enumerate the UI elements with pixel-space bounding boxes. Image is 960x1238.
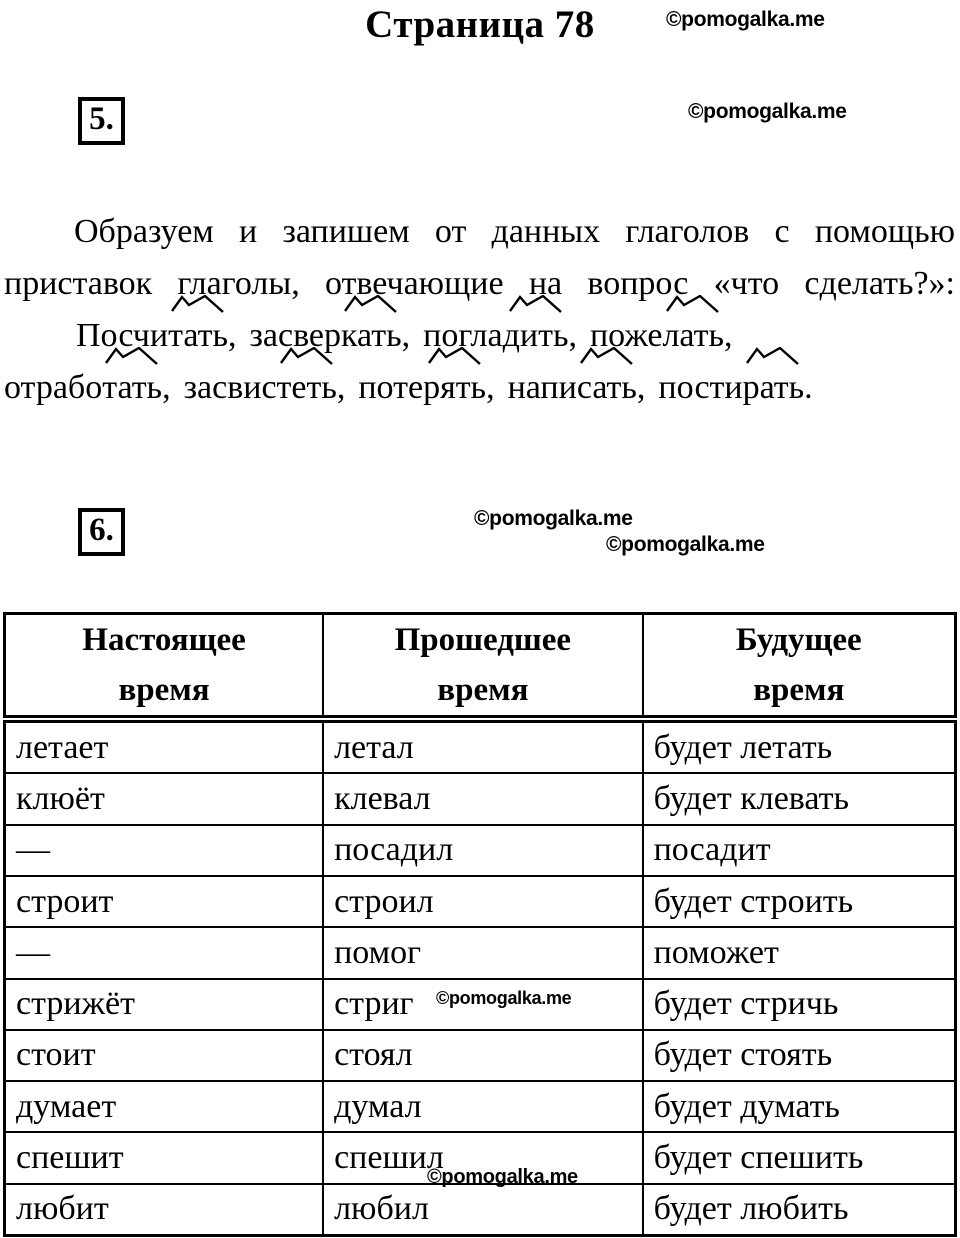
- table-header-row: [5, 614, 956, 720]
- table-cell: посадит: [643, 825, 956, 876]
- table-cell: стоял: [323, 1030, 643, 1081]
- tense-table-body: [5, 719, 956, 1236]
- exercise5-instruction-line: приставок глаголы, отвечающие на вопрос «что сделать?»:: [4, 265, 955, 302]
- word-punctuation: .: [804, 369, 813, 406]
- suffix-mark-icon: [745, 347, 801, 365]
- header-line: время: [118, 672, 210, 708]
- word-stem: пости: [658, 369, 743, 406]
- word-line: [4, 362, 955, 414]
- table-header-cell: [643, 614, 956, 720]
- table-cell: клюёт: [5, 773, 324, 824]
- table-row: [5, 1081, 956, 1132]
- word-punctuation: ,: [724, 317, 733, 354]
- word-stem: поте: [358, 369, 424, 406]
- table-cell: клевал: [323, 773, 643, 824]
- table-cell: строит: [5, 876, 324, 927]
- exercise5-body: [4, 206, 955, 414]
- word-suffix: рять: [423, 362, 486, 414]
- table-cell: будет летать: [643, 719, 956, 773]
- word-suffix: тать: [168, 310, 228, 362]
- header-line: время: [437, 672, 529, 708]
- table-cell: помог: [323, 927, 643, 978]
- table-cell: стриг: [323, 979, 643, 1030]
- word-suffix: сать: [577, 362, 637, 414]
- table-row: [5, 1184, 956, 1236]
- word-stem: напи: [507, 369, 577, 406]
- watermark: ©pomogalka.me: [606, 533, 765, 556]
- marked-word: [358, 362, 494, 414]
- table-cell: любил: [323, 1184, 643, 1236]
- word-punctuation: ,: [162, 369, 171, 406]
- table-row: [5, 876, 956, 927]
- word-stem: засвис: [183, 369, 277, 406]
- word-punctuation: ,: [401, 317, 411, 354]
- suffix-mark-icon: [427, 347, 483, 365]
- suffix-mark-icon: [170, 295, 226, 313]
- table-cell: летает: [5, 719, 324, 773]
- table-cell: строил: [323, 876, 643, 927]
- marked-word: [184, 362, 346, 414]
- table-row: [5, 825, 956, 876]
- table-cell: стоит: [5, 1030, 324, 1081]
- tense-table: [3, 612, 957, 1237]
- word-punctuation: ,: [227, 317, 237, 354]
- table-cell: думает: [5, 1081, 324, 1132]
- header-line: время: [753, 672, 845, 708]
- word-stem: погла: [423, 317, 503, 354]
- word-suffix: лать: [662, 310, 724, 362]
- marked-word: [508, 362, 646, 414]
- table-row: [5, 927, 956, 978]
- word-stem: отрабо: [4, 369, 103, 406]
- word-suffix: дить: [503, 310, 569, 362]
- word-stem: засвер: [249, 317, 342, 354]
- exercise6-number-box: 6.: [78, 508, 125, 556]
- word-stem: поже: [589, 317, 663, 354]
- suffix-mark-icon: [508, 295, 564, 313]
- table-header-cell: [323, 614, 643, 720]
- watermark: ©pomogalka.me: [427, 1166, 578, 1188]
- table-cell: будет стричь: [643, 979, 956, 1030]
- word-suffix: кать: [341, 310, 402, 362]
- table-cell: будет клевать: [643, 773, 956, 824]
- table-cell: поможет: [643, 927, 956, 978]
- suffix-mark-icon: [579, 347, 635, 365]
- table-cell: —: [5, 927, 324, 978]
- word-stem: Посчи: [76, 317, 169, 354]
- table-cell: стрижёт: [5, 979, 324, 1030]
- page-title: Страница 78: [365, 3, 595, 46]
- suffix-mark-icon: [343, 295, 399, 313]
- table-row: [5, 773, 956, 824]
- table-row: [5, 719, 956, 773]
- watermark: ©pomogalka.me: [666, 8, 825, 31]
- table-cell: думал: [323, 1081, 643, 1132]
- table-cell: —: [5, 825, 324, 876]
- exercise5-number-box: 5.: [78, 97, 125, 145]
- watermark: ©pomogalka.me: [688, 100, 847, 123]
- suffix-mark-icon: [104, 347, 160, 365]
- tense-table-header: [5, 614, 956, 720]
- marked-word: [658, 362, 812, 414]
- table-cell: летал: [323, 719, 643, 773]
- watermark: ©pomogalka.me: [436, 988, 572, 1008]
- table-cell: посадил: [323, 825, 643, 876]
- suffix-mark-icon: [665, 295, 721, 313]
- table-cell: будет стоять: [643, 1030, 956, 1081]
- table-cell: спешит: [5, 1132, 324, 1183]
- header-line: Прошедшее: [394, 622, 572, 658]
- exercise5-instruction-line: Образуем и запишем от данных глаголов с помощью: [74, 213, 955, 250]
- table-cell: будет строить: [643, 876, 956, 927]
- header-line: Будущее: [735, 622, 862, 658]
- header-line: Настоящее: [82, 622, 246, 658]
- table-cell: будет думать: [643, 1081, 956, 1132]
- watermark: ©pomogalka.me: [474, 507, 633, 530]
- table-cell: спешил: [323, 1132, 643, 1183]
- marked-word: [4, 362, 171, 414]
- word-punctuation: ,: [568, 317, 577, 354]
- table-cell: будет любить: [643, 1184, 956, 1236]
- table-header-cell: [5, 614, 324, 720]
- word-suffix: тать: [102, 362, 162, 414]
- word-punctuation: ,: [336, 369, 346, 406]
- table-row: [5, 1030, 956, 1081]
- table-cell: будет спешить: [643, 1132, 956, 1183]
- suffix-mark-icon: [279, 347, 335, 365]
- word-suffix: теть: [277, 362, 337, 414]
- word-punctuation: ,: [636, 369, 646, 406]
- word-punctuation: ,: [486, 369, 495, 406]
- word-suffix: рать: [743, 362, 805, 414]
- table-cell: любит: [5, 1184, 324, 1236]
